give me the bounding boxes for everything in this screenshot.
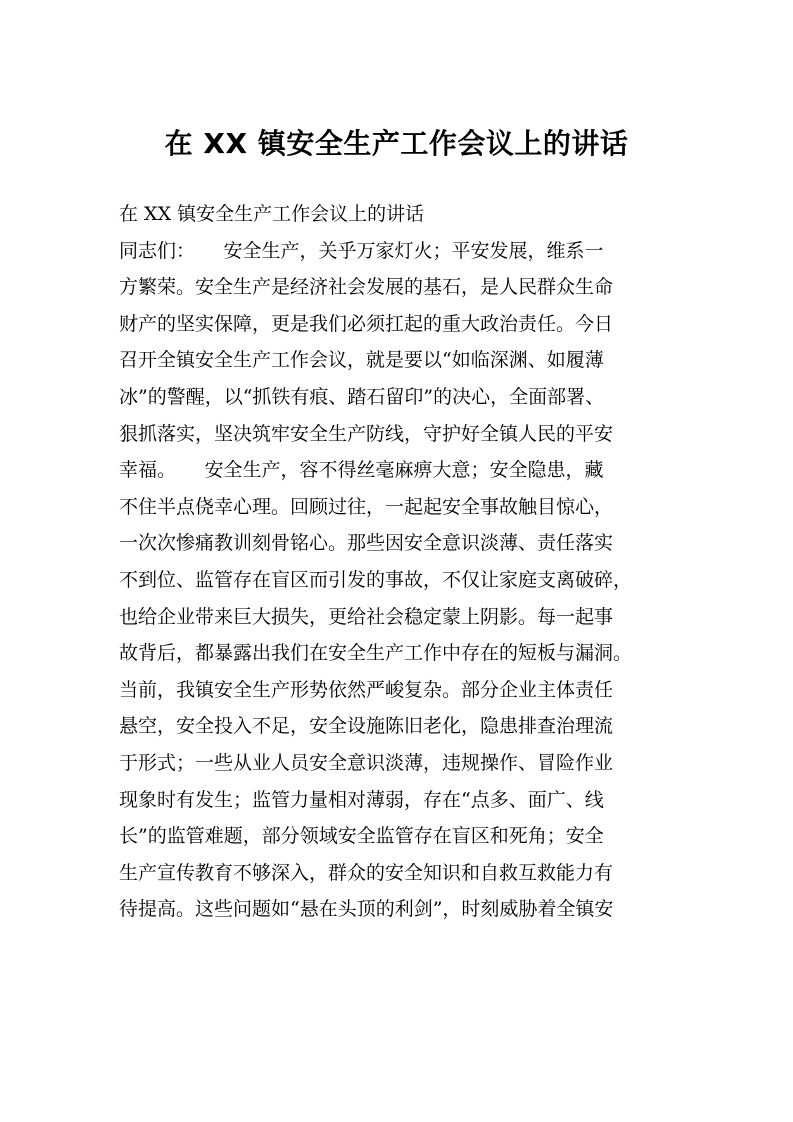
body-line: 不住半点侥幸心理。回顾过往，一起起安全事故触目惊心， [119, 495, 614, 518]
body-line: 生产宣传教育不够深入，群众的安全知识和自救互救能力有 [119, 861, 614, 884]
body-line: 一次次惨痛教训刻骨铭心。那些因安全意识淡薄、责任落实 [119, 532, 614, 555]
body-line: 长”的监管难题，部分领域安全监管存在盲区和死角；安全 [119, 825, 604, 848]
body-line: 幸福。 安全生产，容不得丝毫麻痹大意；安全隐患，藏 [119, 459, 604, 482]
body-line: 不到位、监管存在盲区而引发的事故，不仅让家庭支离破碎， [119, 568, 633, 591]
body-line: 也给企业带来巨大损失，更给社会稳定蒙上阴影。每一起事 [119, 605, 614, 628]
body-line: 现象时有发生；监管力量相对薄弱，存在“点多、面广、线 [119, 788, 604, 811]
body-line: 待提高。这些问题如“悬在头顶的利剑”，时刻威胁着全镇安 [119, 898, 614, 921]
body-line: 故背后，都暴露出我们在安全生产工作中存在的短板与漏洞。 [119, 642, 633, 665]
page-title: 在 XX 镇安全生产工作会议上的讲话 [164, 127, 629, 160]
body-line: 悬空，安全投入不足，安全设施陈旧老化，隐患排查治理流 [119, 715, 614, 738]
body-text [119, 196, 679, 928]
body-line: 当前，我镇安全生产形势依然严峻复杂。部分企业主体责任 [119, 678, 614, 701]
body-line: 召开全镇安全生产工作会议，就是要以“如临深渊、如履薄 [119, 349, 604, 372]
body-line: 冰”的警醒，以“抓铁有痕、踏石留印”的决心，全面部署、 [119, 385, 605, 408]
subtitle-line: 在 XX 镇安全生产工作会议上的讲话 [119, 203, 425, 225]
body-line: 方繁荣。安全生产是经济社会发展的基石，是人民群众生命 [119, 276, 614, 299]
body-line: 同志们： 安全生产，关乎万家灯火；平安发展，维系一 [119, 239, 604, 262]
body-line: 财产的坚实保障，更是我们必须扛起的重大政治责任。今日 [119, 312, 614, 335]
body-line: 于形式；一些从业人员安全意识淡薄，违规操作、冒险作业 [119, 751, 614, 774]
body-line: 狠抓落实，坚决筑牢安全生产防线，守护好全镇人民的平安 [119, 422, 614, 445]
